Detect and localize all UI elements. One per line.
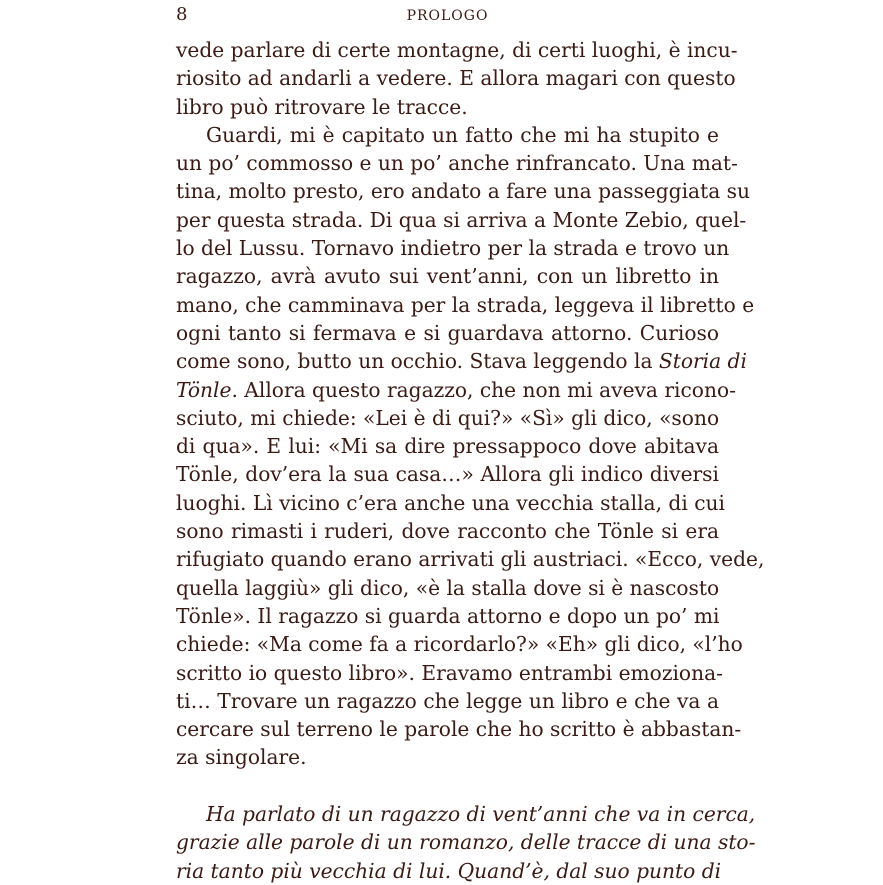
text-line: tina, molto presto, ero andato a fare una passeggiata su <box>176 179 751 204</box>
page-number: 8 <box>176 4 188 25</box>
text-line: sono rimasti i ruderi, dove racconto che Tönle si era <box>176 519 719 544</box>
interview-question-line: ria tanto più vecchia di lui. Quand’è, dal suo punto di <box>176 858 722 883</box>
body-text <box>176 36 765 885</box>
text-run: come sono, butto un occhio. Stava leggendo la <box>176 349 659 374</box>
text-line: un po’ commosso e un po’ anche rinfrancato. Una mat- <box>176 151 738 176</box>
text-line: libro può ritrovare le tracce. <box>176 94 468 119</box>
text-line <box>176 347 747 375</box>
text-line: sciuto, mi chiede: «Lei è di qui?» «Sì» gli dico, «sono <box>176 405 720 430</box>
text-line: cercare sul terreno le parole che ho scritto è abbastan- <box>176 717 742 742</box>
text-line <box>176 376 736 404</box>
text-line: lo del Lussu. Tornavo indietro per la strada e trovo un <box>176 236 730 261</box>
interview-question-line: Ha parlato di un ragazzo di vent’anni che va in cerca, <box>206 802 756 827</box>
text-line: Tönle». Il ragazzo si guarda attorno e dopo un po’ mi <box>176 603 720 628</box>
paragraph-gap <box>176 772 719 800</box>
text-line: za singolare. <box>176 745 307 770</box>
text-line: per questa strada. Di qua si arriva a Monte Zebio, quel- <box>176 207 747 232</box>
text-line: rifugiato quando erano arrivati gli austriaci. «Ecco, vede, <box>176 547 765 572</box>
text-line: Tönle, dov’era la sua casa…» Allora gli indico diversi <box>176 462 719 487</box>
text-line: mano, che camminava per la strada, leggeva il libretto e <box>176 292 755 317</box>
text-line: luoghi. Lì vicino c’era anche una vecchia stalla, di cui <box>176 490 725 515</box>
text-line: chiede: «Ma come fa a ricordarlo?» «Eh» gli dico, «l’ho <box>176 632 743 657</box>
text-line: di qua». E lui: «Mi sa dire pressappoco dove abitava <box>176 434 719 459</box>
text-line: vede parlare di certe montagne, di certi luoghi, è incu- <box>176 38 738 62</box>
text-line: ragazzo, avrà avuto sui vent’anni, con un libretto in <box>176 264 719 289</box>
text-line: ti… Trovare un ragazzo che legge un libro e che va a <box>176 688 719 713</box>
book-title-italic: Tönle <box>176 377 232 402</box>
book-title-italic: Storia di <box>658 349 747 374</box>
text-run: . Allora questo ragazzo, che non mi aveva ricono- <box>231 377 736 402</box>
book-page <box>176 0 765 883</box>
interview-question-line: grazie alle parole di un romanzo, delle tracce di una sto- <box>176 830 756 855</box>
running-header: PROLOGO <box>406 8 489 24</box>
text-line: Guardi, mi è capitato un fatto che mi ha stupito e <box>206 122 719 147</box>
text-line: quella laggiù» gli dico, «è la stalla dove si è nascosto <box>176 575 720 600</box>
text-line: riosito ad andarli a vedere. E allora magari con questo <box>176 66 736 91</box>
text-line: ogni tanto si fermava e si guardava attorno. Curioso <box>176 320 719 345</box>
text-line: scritto io questo libro». Eravamo entrambi emoziona- <box>176 660 723 685</box>
